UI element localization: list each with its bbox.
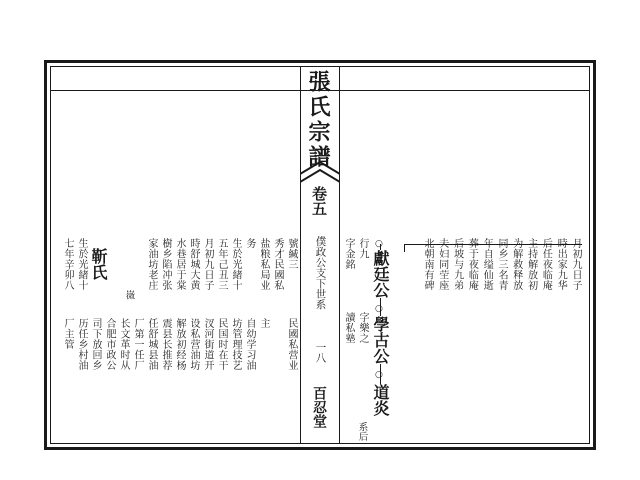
gen-circle-3-icon: ○ [375, 370, 383, 380]
right-text-column: 月初九日子 [570, 238, 581, 291]
right-text-column: 主持解放初 [525, 238, 537, 291]
left-text-column: 历任乡村油 [76, 318, 87, 371]
left-text-column: 设私营油坊 [188, 318, 199, 371]
left-text-column: 民國私营业 [286, 318, 297, 371]
right-text-column: 同乡三名青 [496, 238, 507, 291]
right-text-column: 時出家九华 [555, 238, 567, 291]
page-number: 一八 [314, 342, 327, 363]
right-text-column: 为解救释放 [510, 238, 522, 291]
left-text-column: 厂主管 [62, 318, 73, 350]
xue-note-b: 讀私塾 [343, 312, 354, 344]
left-text-column: 秀才民國私 [272, 238, 283, 291]
spine-left-line [300, 66, 301, 444]
xian-note-b: 字金銘 [343, 238, 354, 270]
wife-name: 靳氏 [89, 248, 108, 280]
gen-circle-2-icon: ○ [375, 304, 383, 314]
left-text-column: 民国时在干 [216, 318, 227, 371]
left-text-column: 生於光緒十 [230, 238, 241, 291]
seal-character: 嶶 [123, 290, 135, 300]
gen-circle-1-icon: ○ [375, 239, 383, 249]
volume-label: 卷五 [310, 186, 328, 216]
right-text-column: 夫妇同茔座 [436, 238, 448, 291]
left-text-column: 震县长推荐 [160, 318, 171, 371]
left-text-column: 长文革时从 [118, 318, 129, 371]
left-text-column: 务 [244, 238, 255, 249]
left-text-column: 時舒城大黄 [188, 238, 199, 291]
left-text-column: 生於光緒十 [76, 238, 87, 291]
right-bracket-side [404, 244, 405, 252]
xian-note-a: 行九 [357, 238, 368, 259]
book-title: 張氏宗譜 [305, 70, 331, 170]
right-text-column: 葬于夜临庵 [466, 238, 478, 291]
spine-right-line [339, 66, 340, 444]
left-text-column: 汊河街道开 [202, 318, 213, 371]
left-text-column: 坊管理技艺 [230, 318, 241, 371]
left-text-column: 家油坊老庄 [146, 238, 157, 291]
left-text-column: 主 [258, 318, 269, 329]
left-text-column: 自幼学习油 [244, 318, 255, 371]
spine-chevron-icon [300, 160, 340, 186]
left-text-column: 解放初经杨 [174, 318, 185, 371]
gen-name-daoyan: 道炎 [371, 384, 390, 416]
xue-note-a: 字樂之 [357, 312, 368, 344]
gen-name-xianting: 獻廷公 [371, 250, 390, 298]
left-text-column: 月初九日子 [202, 238, 213, 291]
series-label: 僕政公支下世系 [314, 236, 327, 310]
right-text-column: 后坡与九弟 [451, 238, 463, 291]
dao-note: 系后 [356, 422, 368, 441]
right-text-column: 年自缢仙逝 [481, 238, 493, 291]
left-text-column: 厂第一任厂 [132, 318, 143, 371]
left-text-column: 任舒城县油 [146, 318, 157, 371]
left-text-column: 合肥市政公 [104, 318, 115, 371]
right-text-column: 后任夜临庵 [540, 238, 552, 291]
gen-name-xuegu: 學古公 [371, 316, 390, 364]
left-text-column: 水巷居于棠 [174, 238, 185, 291]
right-text-column: 北朝南有碑 [422, 238, 433, 291]
left-text-column: 盐粮私局业 [258, 238, 269, 291]
left-text-column: 樹乡陷冲张 [160, 238, 171, 291]
left-text-column: 司下放回乡 [90, 318, 101, 371]
left-text-column: 五年己丑三 [216, 238, 227, 291]
hall-name: 百忍堂 [311, 386, 327, 428]
left-text-column: 七年辛卯八 [62, 238, 73, 291]
left-text-column: 號緘三 [286, 238, 297, 270]
